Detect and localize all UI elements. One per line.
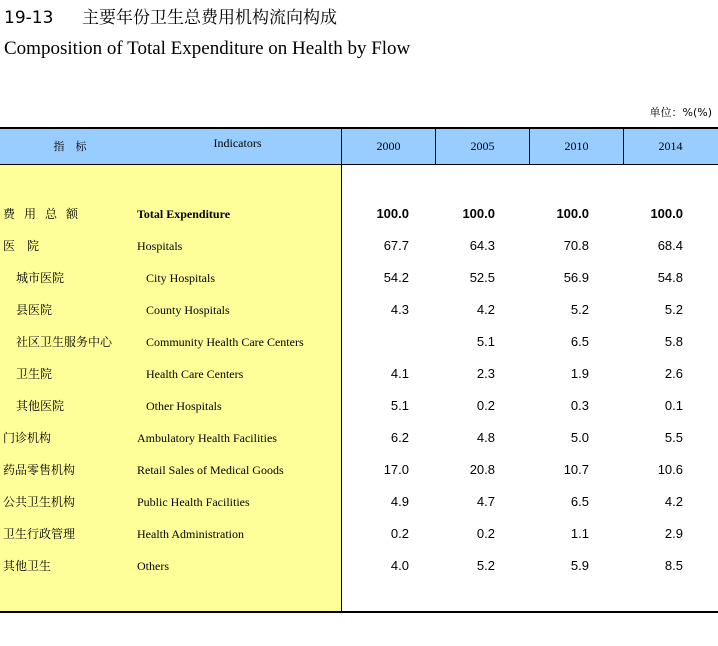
header-indicator-cn: 指 标 [53, 140, 87, 153]
header-rule [0, 164, 718, 165]
header-indicator-en: Indicators [213, 136, 262, 150]
title-cn-text: 主要年份卫生总费用机构流向构成 [82, 8, 337, 28]
value-cell: 4.7 [476, 494, 495, 509]
value-cell: 67.7 [383, 238, 409, 253]
value-cell: 2.6 [664, 366, 683, 381]
data-table [0, 127, 718, 613]
row-label-en: City Hospitals [146, 271, 216, 285]
header-year: 2010 [564, 139, 589, 153]
header-year: 2014 [658, 139, 683, 153]
value-cell: 4.0 [390, 558, 409, 573]
table-row [0, 358, 718, 390]
table-bottom-rule [0, 611, 718, 613]
row-label-cn: 卫生院 [16, 367, 53, 381]
header-year: 2000 [376, 139, 401, 153]
value-cell: 0.1 [664, 398, 683, 413]
row-label-en: Others [137, 559, 169, 573]
value-cell: 0.3 [570, 398, 589, 413]
table-row [0, 326, 718, 358]
table-row-total [0, 198, 718, 230]
value-cell: 5.2 [570, 302, 589, 317]
row-label-en: Health Administration [137, 527, 244, 541]
value-cell: 4.2 [476, 302, 495, 317]
value-cell: 4.3 [390, 302, 409, 317]
table-row [0, 486, 718, 518]
value-cell: 10.7 [563, 462, 589, 477]
row-label-cn: 其他卫生 [3, 559, 52, 573]
table-row [0, 230, 718, 262]
row-label-cn: 公共卫生机构 [3, 495, 76, 509]
table-number: 19-13 [4, 8, 54, 28]
unit-label: 单位：%(%) [649, 106, 712, 119]
table-row [0, 390, 718, 422]
row-label-en: Health Care Centers [146, 367, 244, 381]
table-row [0, 454, 718, 486]
table-row [0, 518, 718, 550]
value-cell: 4.9 [390, 494, 409, 509]
value-cell: 6.5 [570, 494, 589, 509]
row-label-cn: 其他医院 [16, 399, 65, 413]
value-cell: 100.0 [376, 206, 409, 221]
value-cell: 6.2 [390, 430, 409, 445]
row-label-en: County Hospitals [146, 303, 230, 317]
value-cell: 100.0 [650, 206, 683, 221]
row-label-en: Community Health Care Centers [146, 335, 304, 349]
row-label-en: Other Hospitals [146, 399, 222, 413]
value-cell: 1.1 [570, 526, 589, 541]
value-cell: 4.2 [664, 494, 683, 509]
value-cell: 68.4 [657, 238, 683, 253]
header-year: 2005 [470, 139, 495, 153]
table-row [0, 550, 718, 582]
row-label-cn: 药品零售机构 [3, 463, 76, 477]
row-label-cn: 社区卫生服务中心 [16, 335, 113, 349]
value-cell: 5.1 [476, 334, 495, 349]
value-cell: 2.3 [476, 366, 495, 381]
row-label-en: Total Expenditure [137, 207, 231, 221]
value-cell: 5.2 [664, 302, 683, 317]
page-title-en: Composition of Total Expenditure on Health by Flow [4, 38, 411, 59]
value-cell: 2.9 [664, 526, 683, 541]
value-cell: 1.9 [570, 366, 589, 381]
value-cell: 17.0 [383, 462, 409, 477]
row-label-cn: 费用总额 [3, 207, 88, 221]
value-cell: 0.2 [390, 526, 409, 541]
row-label-cn: 县医院 [16, 303, 53, 317]
table-row [0, 294, 718, 326]
value-cell: 5.8 [664, 334, 683, 349]
row-label-cn: 门诊机构 [3, 431, 52, 445]
value-cell: 0.2 [476, 526, 495, 541]
value-cell: 52.5 [469, 270, 495, 285]
row-label-en: Retail Sales of Medical Goods [137, 463, 284, 477]
table-row [0, 262, 718, 294]
value-cell: 64.3 [469, 238, 495, 253]
row-label-cn: 医 院 [3, 239, 40, 253]
value-cell: 54.2 [383, 270, 409, 285]
value-cell: 20.8 [469, 462, 495, 477]
value-cell: 10.6 [657, 462, 683, 477]
value-cell: 5.5 [664, 430, 683, 445]
page-title-cn [4, 6, 337, 30]
value-cell: 0.2 [476, 398, 495, 413]
value-cell: 54.8 [657, 270, 683, 285]
value-cell: 100.0 [556, 206, 589, 221]
row-label-cn: 卫生行政管理 [3, 527, 76, 541]
value-cell: 4.8 [476, 430, 495, 445]
row-label-en: Public Health Facilities [137, 495, 250, 509]
value-cell: 100.0 [462, 206, 495, 221]
value-cell: 6.5 [570, 334, 589, 349]
value-cell: 8.5 [664, 558, 683, 573]
table-row [0, 422, 718, 454]
value-cell: 5.0 [570, 430, 589, 445]
row-label-cn: 城市医院 [16, 271, 65, 285]
value-cell: 5.9 [570, 558, 589, 573]
value-cell: 70.8 [563, 238, 589, 253]
value-cell: 56.9 [563, 270, 589, 285]
value-cell: 5.1 [390, 398, 409, 413]
row-label-en: Hospitals [137, 239, 183, 253]
row-label-en: Ambulatory Health Facilities [137, 431, 277, 445]
value-cell: 4.1 [390, 366, 409, 381]
value-cell: 5.2 [476, 558, 495, 573]
